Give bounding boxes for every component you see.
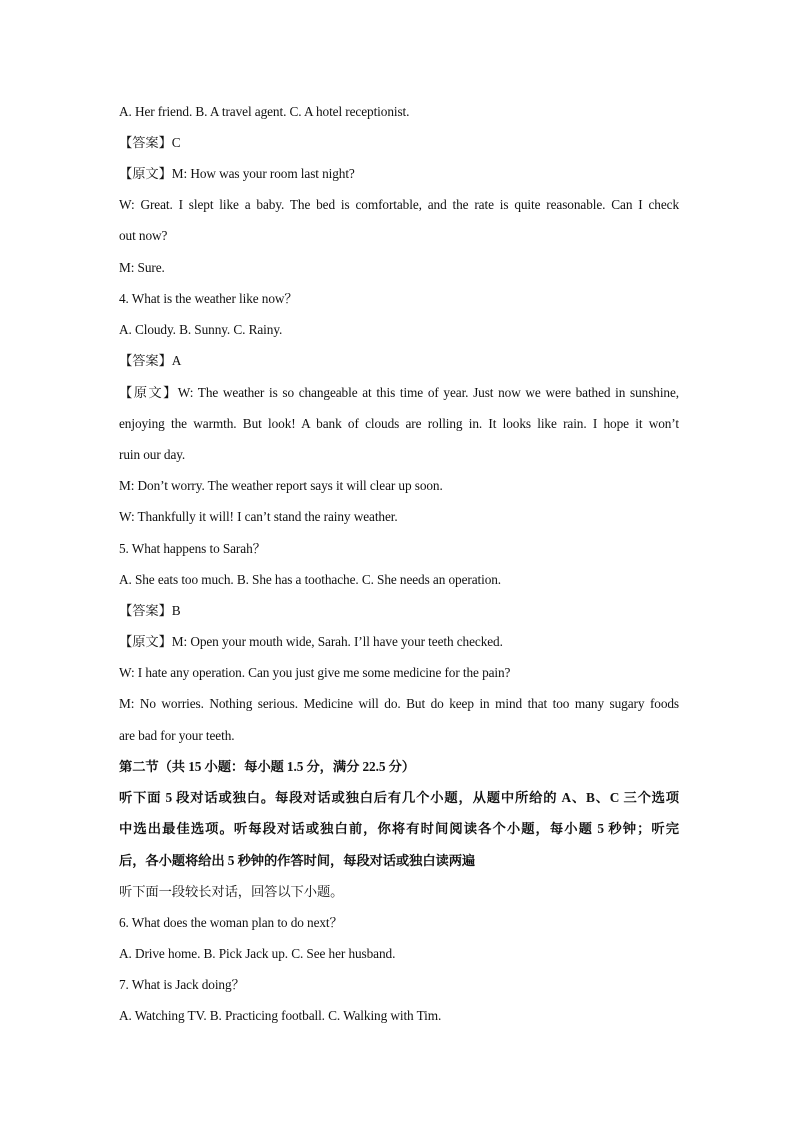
q7-options: A. Watching TV. B. Practicing football. C. Walking with Tim. xyxy=(119,1008,442,1023)
q4-transcript-line: M: Don’t worry. The weather report says it will clear up soon. xyxy=(119,478,443,493)
q5-options: A. She eats too much. B. She has a toothache. C. She needs an operation. xyxy=(119,572,502,587)
section-2-instructions: 听下面 5 段对话或独白。每段对话或独白后有几个小题，从题中所给的 A、B、C 三个选项 xyxy=(119,790,679,805)
long-dialogue-intro: 听下面一段较长对话，回答以下小题。 xyxy=(119,884,344,899)
q4-options: A. Cloudy. B. Sunny. C. Rainy. xyxy=(119,322,283,337)
q3-transcript-line: 【原文】M: How was your room last night? xyxy=(119,166,355,181)
section-2-heading: 第二节（共 15 小题：每小题 1.5 分，满分 22.5 分） xyxy=(119,759,415,774)
q5-transcript-line: M: No worries. Nothing serious. Medicine will do. But do keep in mind that too many sugary foods xyxy=(119,696,679,711)
q6-options: A. Drive home. B. Pick Jack up. C. See her husband. xyxy=(119,946,396,961)
section-2-instructions: 中选出最佳选项。听每段对话或独白前，你将有时间阅读各个小题，每小题 5 秒钟；听完 xyxy=(119,821,679,836)
q4-transcript-line: ruin our day. xyxy=(119,447,186,462)
q5-answer: 【答案】B xyxy=(119,603,181,618)
q3-transcript-line: W: Great. I slept like a baby. The bed is comfortable, and the rate is quite reasonable. Can I check xyxy=(119,197,679,212)
q4-answer: 【答案】A xyxy=(119,353,182,368)
q4-transcript-line: 【原文】W: The weather is so changeable at this time of year. Just now we were bathed in sunshine, xyxy=(119,385,679,400)
q7-question: 7. What is Jack doing？ xyxy=(119,977,245,992)
q5-transcript-line: are bad for your teeth. xyxy=(119,728,235,743)
q3-transcript-line: M: Sure. xyxy=(119,260,165,275)
section-2-instructions: 后，各小题将给出 5 秒钟的作答时间，每段对话或独白读两遍 xyxy=(119,853,476,868)
q5-question: 5. What happens to Sarah？ xyxy=(119,541,266,556)
q4-question: 4. What is the weather like now？ xyxy=(119,291,298,306)
q5-transcript-line: W: I hate any operation. Can you just give me some medicine for the pain? xyxy=(119,665,511,680)
q3-transcript-line: out now? xyxy=(119,228,168,243)
q5-transcript-line: 【原文】M: Open your mouth wide, Sarah. I’ll have your teeth checked. xyxy=(119,634,503,649)
q3-answer: 【答案】C xyxy=(119,135,181,150)
q3-options: A. Her friend. B. A travel agent. C. A hotel receptionist. xyxy=(119,104,410,119)
q4-transcript-line: enjoying the warmth. But look! A bank of clouds are rolling in. It looks like rain. I hope it won’t xyxy=(119,416,679,431)
q6-question: 6. What does the woman plan to do next？ xyxy=(119,915,343,930)
q4-transcript-line: W: Thankfully it will! I can’t stand the rainy weather. xyxy=(119,509,398,524)
